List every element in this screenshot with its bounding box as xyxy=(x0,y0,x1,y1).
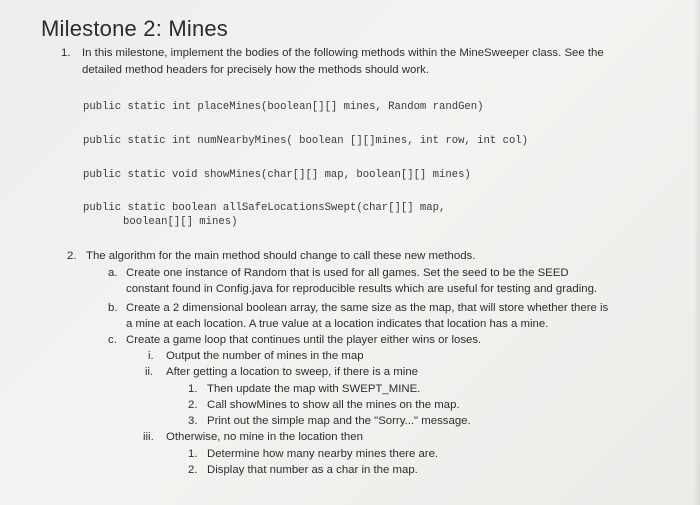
item-2c-iii-1-label: 1. xyxy=(188,448,198,460)
item-2a-label: a. xyxy=(108,267,118,279)
item-1-line-2: detailed method headers for precisely how the methods should work. xyxy=(82,64,429,76)
item-2c-iii-label: iii. xyxy=(143,431,154,443)
item-2c-label: c. xyxy=(108,334,117,346)
item-2c-ii-3: Print out the simple map and the "Sorry..." message. xyxy=(207,415,471,427)
item-2c-iii-2-label: 2. xyxy=(188,464,198,476)
code-line-all-safe-b: boolean[][] mines) xyxy=(123,216,238,228)
item-2-number: 2. xyxy=(67,250,77,262)
code-line-show-mines: public static void showMines(char[][] map, boolean[][] mines) xyxy=(83,169,471,181)
page-title: Milestone 2: Mines xyxy=(41,16,229,41)
item-2c-ii-2-label: 2. xyxy=(188,399,198,411)
item-2b-label: b. xyxy=(108,302,118,314)
item-2a-line-2: constant found in Config.java for reproducible results which are useful for testing and grading. xyxy=(126,283,598,295)
code-line-place-mines: public static int placeMines(boolean[][] mines, Random randGen) xyxy=(83,101,484,113)
item-2-line-1: The algorithm for the main method should change to call these new methods. xyxy=(86,250,476,262)
item-1-number: 1. xyxy=(61,47,71,59)
code-line-num-nearby-mines: public static int numNearbyMines( boolean [][]mines, int row, int col) xyxy=(83,135,529,147)
item-2c-iii-1: Determine how many nearby mines there are. xyxy=(207,448,439,460)
item-2c-ii-label: ii. xyxy=(145,366,154,378)
item-2a-line-1: Create one instance of Random that is used for all games. Set the seed to be the SEED xyxy=(126,267,569,279)
item-2c-i-label: i. xyxy=(148,350,154,362)
page-edge-shadow xyxy=(694,0,700,505)
item-2c-ii-2: Call showMines to show all the mines on the map. xyxy=(207,399,460,411)
item-2b-line-1: Create a 2 dimensional boolean array, the same size as the map, that will store whether there is xyxy=(126,302,609,314)
item-2c-ii-3-label: 3. xyxy=(188,415,198,427)
item-1-line-1: In this milestone, implement the bodies of the following methods within the MineSweeper class. See the xyxy=(82,47,604,59)
item-2c-iii-2: Display that number as a char in the map. xyxy=(207,464,418,476)
item-2c-iii-line: Otherwise, no mine in the location then xyxy=(166,431,363,443)
code-line-all-safe-a: public static boolean allSafeLocationsSwept(char[][] map, xyxy=(83,202,446,214)
item-2c-line-1: Create a game loop that continues until the player either wins or loses. xyxy=(126,334,482,346)
item-2b-line-2: a mine at each location. A true value at a location indicates that location has a mine. xyxy=(126,318,549,330)
item-2c-ii-1: Then update the map with SWEPT_MINE. xyxy=(207,383,421,395)
item-2c-i-line: Output the number of mines in the map xyxy=(166,350,364,362)
item-2c-ii-line: After getting a location to sweep, if there is a mine xyxy=(166,366,418,378)
item-2c-ii-1-label: 1. xyxy=(188,383,198,395)
